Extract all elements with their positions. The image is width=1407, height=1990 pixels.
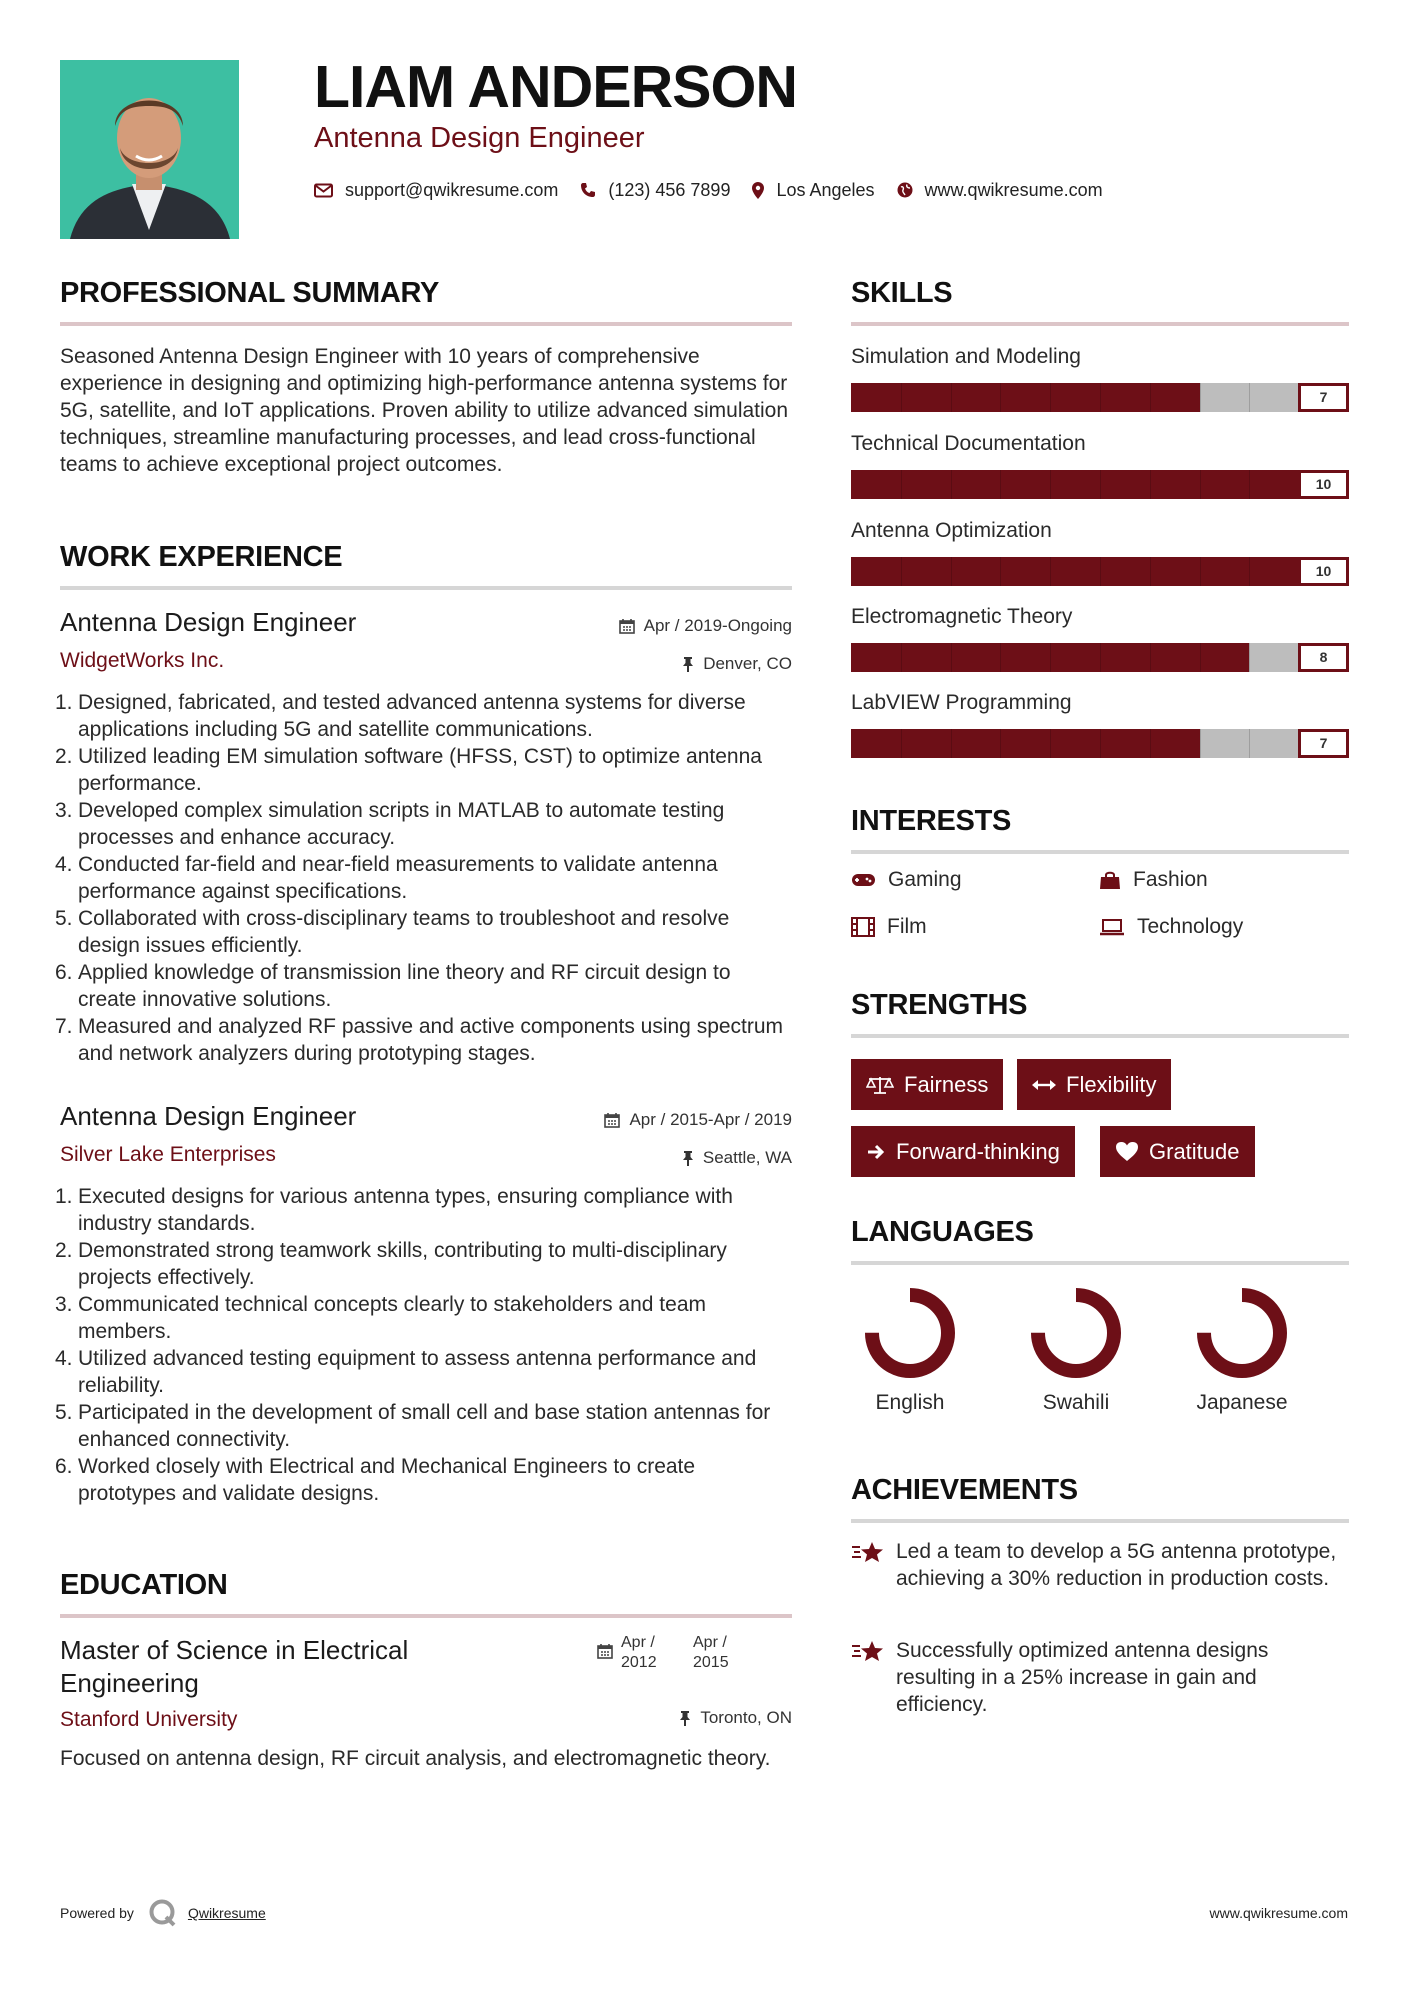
profile-photo	[60, 60, 239, 239]
envelope-icon	[314, 183, 333, 198]
skill-bar-segment	[1000, 557, 1001, 586]
skill-bar-segment	[1000, 470, 1001, 499]
skills-heading: SKILLS	[851, 277, 953, 309]
list-item-number: 7.	[55, 1015, 73, 1038]
footer-website[interactable]: www.qwikresume.com	[1209, 1905, 1348, 1921]
qwikresume-link[interactable]: Qwikresume	[187, 1905, 266, 1921]
skill-name: Electromagnetic Theory	[851, 605, 1073, 628]
job-dates-text: Apr / 2015-Apr / 2019	[629, 1110, 792, 1129]
section-divider	[60, 1614, 792, 1618]
powered-by-text: Powered by	[60, 1905, 134, 1921]
skill-bar-segment	[1100, 643, 1101, 672]
skill-item	[851, 520, 1349, 586]
summary-section	[60, 279, 792, 326]
skill-bar	[851, 383, 1349, 412]
skill-bar-segment	[1100, 729, 1101, 758]
language-level-arc	[872, 1295, 948, 1371]
list-item-text: Measured and analyzed RF passive and active components using spectrum and network analyzers during prototyping stages.	[78, 1015, 784, 1065]
skill-score: 7	[1298, 729, 1349, 758]
skill-bar-segment	[1050, 470, 1051, 499]
pushpin-icon	[682, 1150, 694, 1166]
interest-item	[1099, 915, 1243, 939]
skill-bar	[851, 643, 1349, 672]
job-dates	[604, 1110, 792, 1130]
achievements-heading: ACHIEVEMENTS	[851, 1474, 1078, 1506]
job-location-text: Denver, CO	[703, 654, 792, 673]
film-icon	[851, 917, 875, 937]
skill-bar-segment	[1150, 470, 1151, 499]
strength-chip	[1017, 1059, 1171, 1110]
job-dates-text: Apr / 2019-Ongoing	[643, 616, 792, 635]
language-item	[1016, 1287, 1136, 1415]
skill-bar-segment	[901, 557, 902, 586]
list-item	[55, 1237, 792, 1291]
skill-bar-segment	[1150, 557, 1151, 586]
skill-bar-segment	[1249, 643, 1250, 672]
strength-chip	[1100, 1126, 1255, 1177]
skill-bar-segment	[1249, 383, 1250, 412]
language-item	[1182, 1287, 1302, 1415]
skill-bar-segment	[1050, 383, 1051, 412]
education-description: Focused on antenna design, RF circuit analysis, and electromagnetic theory.	[60, 1747, 771, 1770]
achievement-item	[851, 1538, 1349, 1592]
skill-item	[851, 433, 1349, 499]
balance-scale-icon	[866, 1075, 894, 1095]
list-item-number: 3.	[55, 1293, 73, 1316]
section-divider	[851, 1034, 1349, 1038]
candidate-name: LIAM ANDERSON	[314, 54, 798, 120]
arrow-right-icon	[866, 1143, 886, 1161]
contact-location	[752, 180, 874, 201]
interest-label: Technology	[1137, 915, 1244, 938]
contact-email[interactable]	[314, 180, 558, 201]
language-name: Swahili	[1042, 1391, 1110, 1414]
skill-bar	[851, 557, 1349, 586]
education-start-date: Apr / 2012	[621, 1634, 657, 1671]
interests-section	[851, 807, 1349, 854]
list-item	[55, 1013, 792, 1067]
skill-bar-segment	[1050, 729, 1051, 758]
language-ring	[1030, 1287, 1122, 1379]
achievements-section	[851, 1476, 1349, 1523]
list-item-text: Applied knowledge of transmission line theory and RF circuit design to create innovative solutions.	[78, 961, 731, 1011]
list-item-text: Utilized leading EM simulation software (HFSS, CST) to optimize antenna performance.	[78, 745, 762, 795]
language-name: English	[875, 1391, 945, 1414]
language-level-arc	[1038, 1295, 1114, 1371]
list-item-text: Developed complex simulation scripts in MATLAB to automate testing processes and enhance accuracy.	[78, 799, 725, 849]
languages-heading: LANGUAGES	[851, 1216, 1034, 1248]
achievement-text: Successfully optimized antenna designs resulting in a 25% increase in gain and efficiency.	[896, 1639, 1269, 1716]
globe-icon	[897, 182, 913, 198]
section-divider	[851, 1519, 1349, 1523]
interest-item	[851, 915, 927, 939]
shooting-star-icon	[851, 1638, 885, 1664]
list-item-number: 5.	[55, 1401, 73, 1424]
skill-bar-segment	[1050, 557, 1051, 586]
laptop-icon	[1099, 918, 1125, 936]
strengths-section	[851, 991, 1349, 1038]
skill-bar-segment	[901, 383, 902, 412]
skill-item	[851, 606, 1349, 672]
degree-title: Master of Science in Electrical Engineering	[60, 1635, 409, 1698]
strength-chip	[851, 1059, 1003, 1110]
calendar-icon	[619, 618, 635, 634]
list-item-number: 5.	[55, 907, 73, 930]
language-name: Japanese	[1196, 1391, 1288, 1414]
phone-text: (123) 456 7899	[608, 179, 731, 200]
skill-name: Simulation and Modeling	[851, 345, 1081, 368]
education-heading: EDUCATION	[60, 1569, 228, 1601]
skill-bar-segment	[1200, 383, 1201, 412]
skill-score: 8	[1298, 643, 1349, 672]
job-location	[682, 654, 792, 674]
list-item-number: 6.	[55, 961, 73, 984]
skill-bar-fill	[851, 383, 1200, 412]
strength-label: Gratitude	[1149, 1138, 1240, 1164]
list-item	[55, 1399, 792, 1453]
arrows-horizontal-icon	[1032, 1079, 1056, 1091]
education-end-date: Apr / 2015	[693, 1634, 729, 1671]
experience-section	[60, 543, 792, 590]
job-entry	[60, 609, 792, 649]
list-item-number: 2.	[55, 1239, 73, 1262]
list-item-text: Conducted far-field and near-field measurements to validate antenna performance against specifications.	[78, 853, 718, 903]
company-name: Silver Lake Enterprises	[60, 1143, 276, 1166]
list-item-text: Executed designs for various antenna types, ensuring compliance with industry standards.	[78, 1185, 733, 1235]
job-location-text: Seattle, WA	[702, 1148, 792, 1167]
calendar-icon	[597, 1643, 613, 1659]
interest-label: Fashion	[1133, 868, 1208, 891]
skill-name: Technical Documentation	[851, 432, 1086, 455]
list-item-text: Utilized advanced testing equipment to assess antenna performance and reliability.	[78, 1347, 757, 1397]
section-divider	[851, 322, 1349, 326]
skill-bar-segment	[1100, 470, 1101, 499]
job-title: Antenna Design Engineer	[60, 1101, 357, 1131]
interest-item	[851, 868, 962, 892]
list-item-number: 6.	[55, 1455, 73, 1478]
shooting-star-icon	[851, 1539, 885, 1565]
interest-item	[1099, 868, 1208, 892]
skill-bar-segment	[1200, 470, 1201, 499]
education-location	[679, 1708, 792, 1728]
list-item	[55, 1345, 792, 1399]
skill-bar-segment	[951, 643, 952, 672]
list-item-text: Worked closely with Electrical and Mechanical Engineers to create prototypes and validate designs.	[78, 1455, 696, 1505]
calendar-icon	[604, 1112, 620, 1128]
skill-bar	[851, 729, 1349, 758]
job-duties-list	[55, 689, 792, 1067]
job-dates	[619, 616, 792, 636]
skill-name: LabVIEW Programming	[851, 691, 1072, 714]
interest-label: Gaming	[888, 868, 962, 891]
location-text: Los Angeles	[776, 179, 875, 200]
strength-label: Flexibility	[1066, 1071, 1157, 1097]
skill-bar-segment	[1200, 729, 1201, 758]
list-item-number: 1.	[55, 691, 73, 714]
phone-icon	[580, 182, 596, 198]
list-item	[55, 1183, 792, 1237]
candidate-title: Antenna Design Engineer	[314, 122, 645, 154]
education-dates	[597, 1633, 737, 1673]
contact-phone[interactable]	[580, 180, 730, 201]
language-ring	[864, 1287, 956, 1379]
email-text: support@qwikresume.com	[345, 179, 559, 200]
skill-bar-fill	[851, 729, 1200, 758]
contact-bar	[314, 178, 1125, 202]
school-name: Stanford University	[60, 1708, 238, 1731]
strength-chip	[851, 1126, 1075, 1177]
job-company-row	[60, 1144, 792, 1174]
list-item	[55, 689, 792, 743]
list-item	[55, 1291, 792, 1345]
summary-text: Seasoned Antenna Design Engineer with 10 years of comprehensive experience in designing and optimizing high-performance antenna systems for 5G, satellite, and IoT applications. Proven ability to utilize advanced simulation techniques, streamline manufacturing processes, and lead cross-functional teams to achieve exceptional project outcomes.	[60, 345, 789, 476]
skill-bar-segment	[1150, 729, 1151, 758]
skill-bar-segment	[1000, 729, 1001, 758]
list-item-number: 1.	[55, 1185, 73, 1208]
skill-bar	[851, 470, 1349, 499]
list-item-text: Designed, fabricated, and tested advanced antenna systems for diverse applications including 5G and satellite communications.	[78, 691, 746, 741]
summary-heading: PROFESSIONAL SUMMARY	[60, 277, 440, 309]
language-ring	[1196, 1287, 1288, 1379]
skills-section	[851, 279, 1349, 326]
skill-bar-segment	[951, 557, 952, 586]
list-item	[55, 1453, 792, 1507]
experience-heading: WORK EXPERIENCE	[60, 541, 343, 573]
company-name: WidgetWorks Inc.	[60, 649, 225, 672]
job-title: Antenna Design Engineer	[60, 607, 357, 637]
skill-bar-segment	[1150, 383, 1151, 412]
skill-bar-segment	[1000, 643, 1001, 672]
skill-bar-segment	[1249, 729, 1250, 758]
job-entry	[60, 1103, 792, 1143]
list-item	[55, 851, 792, 905]
map-pin-icon	[752, 182, 764, 199]
list-item	[55, 797, 792, 851]
skill-score: 10	[1298, 557, 1349, 586]
skill-bar-segment	[1000, 383, 1001, 412]
list-item-number: 4.	[55, 1347, 73, 1370]
skill-bar-segment	[901, 643, 902, 672]
skill-bar-segment	[901, 470, 902, 499]
skill-bar-segment	[951, 383, 952, 412]
list-item-text: Participated in the development of small cell and base station antennas for enhanced connectivity.	[78, 1401, 771, 1451]
skill-score: 10	[1298, 470, 1349, 499]
skill-bar-segment	[1200, 643, 1201, 672]
gamepad-icon	[851, 872, 876, 888]
list-item-text: Communicated technical concepts clearly to stakeholders and team members.	[78, 1293, 706, 1343]
shopping-bag-icon	[1099, 870, 1121, 890]
section-divider	[60, 586, 792, 590]
interests-heading: INTERESTS	[851, 805, 1012, 837]
skill-bar-segment	[1050, 643, 1051, 672]
skill-bar-segment	[1200, 557, 1201, 586]
list-item	[55, 959, 792, 1013]
skill-bar-segment	[1249, 470, 1250, 499]
achievement-item	[851, 1637, 1349, 1718]
skill-bar-segment	[1100, 383, 1101, 412]
job-duties-list	[55, 1183, 792, 1507]
skill-bar-segment	[1150, 643, 1151, 672]
list-item-number: 3.	[55, 799, 73, 822]
skill-bar-segment	[1100, 557, 1101, 586]
achievement-text: Led a team to develop a 5G antenna prototype, achieving a 30% reduction in production costs.	[896, 1540, 1337, 1590]
job-location	[682, 1148, 792, 1168]
strength-label: Fairness	[904, 1071, 989, 1097]
interest-label: Film	[887, 915, 927, 938]
skill-bar-segment	[901, 729, 902, 758]
strengths-heading: STRENGTHS	[851, 989, 1028, 1021]
list-item-text: Demonstrated strong teamwork skills, contributing to multi-disciplinary projects effectively.	[78, 1239, 727, 1289]
website-text: www.qwikresume.com	[924, 179, 1103, 200]
list-item	[55, 743, 792, 797]
section-divider	[851, 1261, 1349, 1265]
section-divider	[851, 850, 1349, 854]
section-divider	[60, 322, 792, 326]
footer-powered-by	[60, 1898, 266, 1928]
list-item-text: Collaborated with cross-disciplinary teams to troubleshoot and resolve design issues efficiently.	[78, 907, 730, 957]
language-level-arc	[1204, 1295, 1280, 1371]
list-item-number: 4.	[55, 853, 73, 876]
skill-name: Antenna Optimization	[851, 519, 1052, 542]
education-section	[60, 1571, 792, 1618]
job-company-row	[60, 650, 792, 680]
skill-item	[851, 692, 1349, 758]
skill-item	[851, 346, 1349, 412]
pushpin-icon	[679, 1710, 691, 1726]
skill-bar-segment	[951, 729, 952, 758]
list-item	[55, 905, 792, 959]
skill-score: 7	[1298, 383, 1349, 412]
language-item	[850, 1287, 970, 1415]
list-item-number: 2.	[55, 745, 73, 768]
strength-label: Forward-thinking	[896, 1138, 1060, 1164]
skill-bar-segment	[1249, 557, 1250, 586]
contact-website[interactable]	[897, 180, 1103, 201]
heart-icon	[1115, 1141, 1139, 1162]
languages-section	[851, 1218, 1349, 1265]
education-location-text: Toronto, ON	[700, 1708, 792, 1727]
pushpin-icon	[682, 656, 694, 672]
skill-bar-segment	[951, 470, 952, 499]
qwikresume-logo-icon	[148, 1898, 178, 1928]
